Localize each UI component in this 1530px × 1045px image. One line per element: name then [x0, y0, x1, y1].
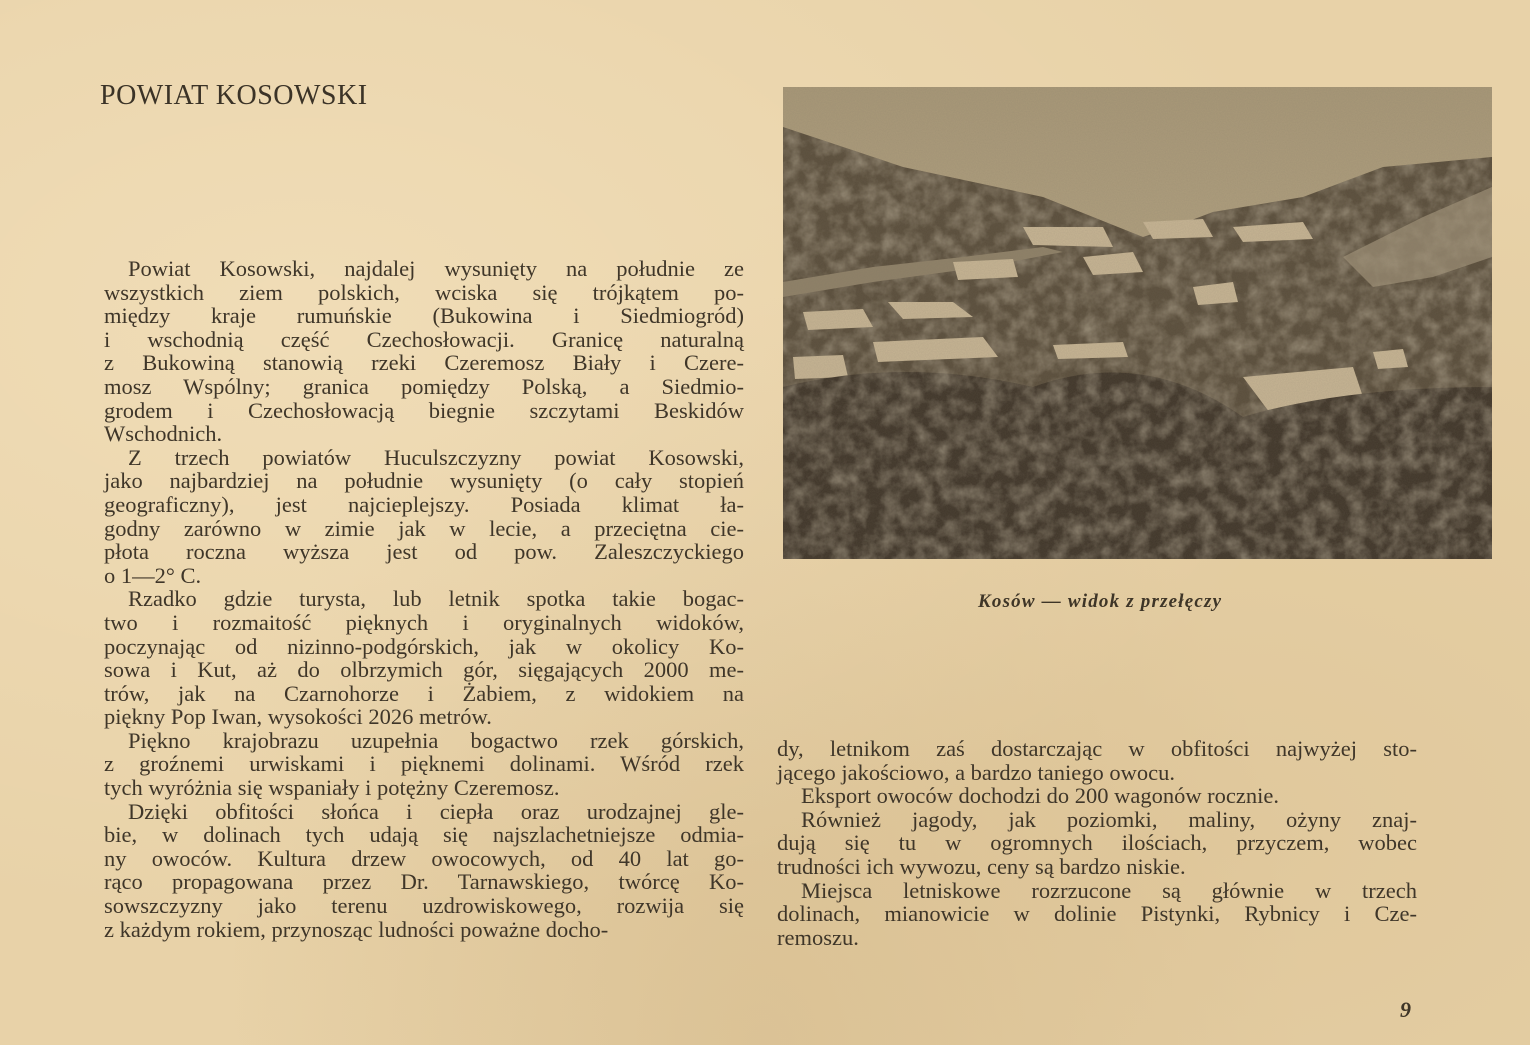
- text-line: Również jagody, jak poziomki, maliny, ożyny znaj-: [801, 806, 1417, 832]
- paragraph: [777, 808, 1417, 879]
- valley-town-photo: [783, 87, 1492, 559]
- page-heading: POWIAT KOSOWSKI: [100, 80, 368, 111]
- text-line: tych wyróżnia się wspaniały i potężny Czeremosz.: [104, 775, 560, 801]
- text-line: Powiat Kosowski, najdalej wysunięty na południe ze: [128, 256, 744, 281]
- text-line: płota roczna wyższa jest od pow. Zaleszczyckiego: [104, 539, 744, 565]
- text-line: mosz Wspólny; granica pomiędzy Polską, a Siedmio-: [104, 373, 744, 399]
- text-line: dy, letnikom zaś dostarczając w obfitości najwyżej sto-: [777, 736, 1417, 761]
- paragraph: [104, 446, 744, 588]
- text-line: jako najbardziej na południe wysunięty (o cały stopień: [104, 468, 744, 494]
- text-line: dują się tu w ogromnych ilościach, przyczem, wobec: [777, 830, 1417, 856]
- text-line: ny owoców. Kultura drzew owocowych, od 40 lat go-: [104, 845, 744, 871]
- paragraph: [777, 737, 1417, 784]
- text-line: z Bukowiną stanowią rzeki Czeremosz Biały i Czere-: [104, 350, 744, 376]
- text-line: piękny Pop Iwan, wysokości 2026 metrów.: [104, 704, 492, 730]
- text-line: trów, jak na Czarnohorze i Żabiem, z widokiem na: [104, 680, 744, 706]
- paragraph: [104, 800, 744, 942]
- text-line: poczynając od nizinno-podgórskich, jak w okolicy Ko-: [104, 633, 744, 659]
- right-text-column: [777, 737, 1417, 949]
- text-line: Wschodnich.: [104, 421, 223, 447]
- text-line: między kraje rumuńskie (Bukowina i Siedmiogród): [104, 303, 744, 329]
- text-line: rąco propagowana przez Dr. Tarnawskiego, twórcę Ko-: [104, 869, 744, 895]
- photo-caption: Kosów — widok z przełęczy: [978, 591, 1223, 612]
- page-number: 9: [1400, 997, 1411, 1022]
- text-line: z groźnemi urwiskami i pięknemi dolinami. Wśród rzek: [104, 751, 744, 777]
- text-line: remoszu.: [777, 924, 859, 950]
- text-line: bie, w dolinach tych udają się najszlachetniejsze odmia-: [104, 822, 744, 848]
- photo-illustration: [783, 87, 1492, 559]
- text-line: i wschodnią część Czechosłowacji. Granicę naturalną: [104, 326, 744, 352]
- paragraph: [104, 257, 744, 446]
- left-text-column: [104, 257, 744, 941]
- text-line: dolinach, mianowicie w dolinie Pistynki, Rybnicy i Cze-: [777, 901, 1417, 927]
- text-line: o 1—2° C.: [104, 562, 202, 588]
- paragraph: [104, 729, 744, 800]
- text-line: Miejsca letniskowe rozrzucone są głównie w trzech: [801, 877, 1417, 903]
- text-line: z każdym rokiem, przynosząc ludności poważne docho-: [104, 916, 609, 942]
- text-line: wszystkich ziem polskich, wciska się trójkątem po-: [104, 279, 744, 305]
- paragraph: [104, 587, 744, 729]
- text-line: sowszczyzny jako terenu uzdrowiskowego, rozwija się: [104, 893, 744, 919]
- text-line: jącego jakościowo, a bardzo taniego owocu.: [777, 759, 1175, 785]
- text-line: geograficzny), jest najcieplejszy. Posiada klimat ła-: [104, 491, 744, 517]
- text-line: sowa i Kut, aż do olbrzymich gór, sięgających 2000 me-: [104, 657, 744, 683]
- text-line: two i rozmaitość pięknych i oryginalnych widoków,: [104, 609, 744, 635]
- paragraph: [777, 879, 1417, 950]
- text-line: grodem i Czechosłowacją biegnie szczytami Beskidów: [104, 397, 744, 423]
- text-line: godny zarówno w zimie jak w lecie, a przeciętna cie-: [104, 515, 744, 541]
- text-line: Z trzech powiatów Huculszczyzny powiat Kosowski,: [128, 444, 744, 470]
- text-line: Eksport owoców dochodzi do 200 wagonów rocznie.: [801, 783, 1280, 809]
- paragraph: [777, 784, 1417, 808]
- text-line: Piękno krajobrazu uzupełnia bogactwo rzek górskich,: [128, 727, 744, 753]
- text-line: Rzadko gdzie turysta, lub letnik spotka takie bogac-: [128, 586, 744, 612]
- text-line: trudności ich wywozu, ceny są bardzo niskie.: [777, 853, 1186, 879]
- text-line: Dzięki obfitości słońca i ciepła oraz urodzajnej gle-: [128, 798, 744, 824]
